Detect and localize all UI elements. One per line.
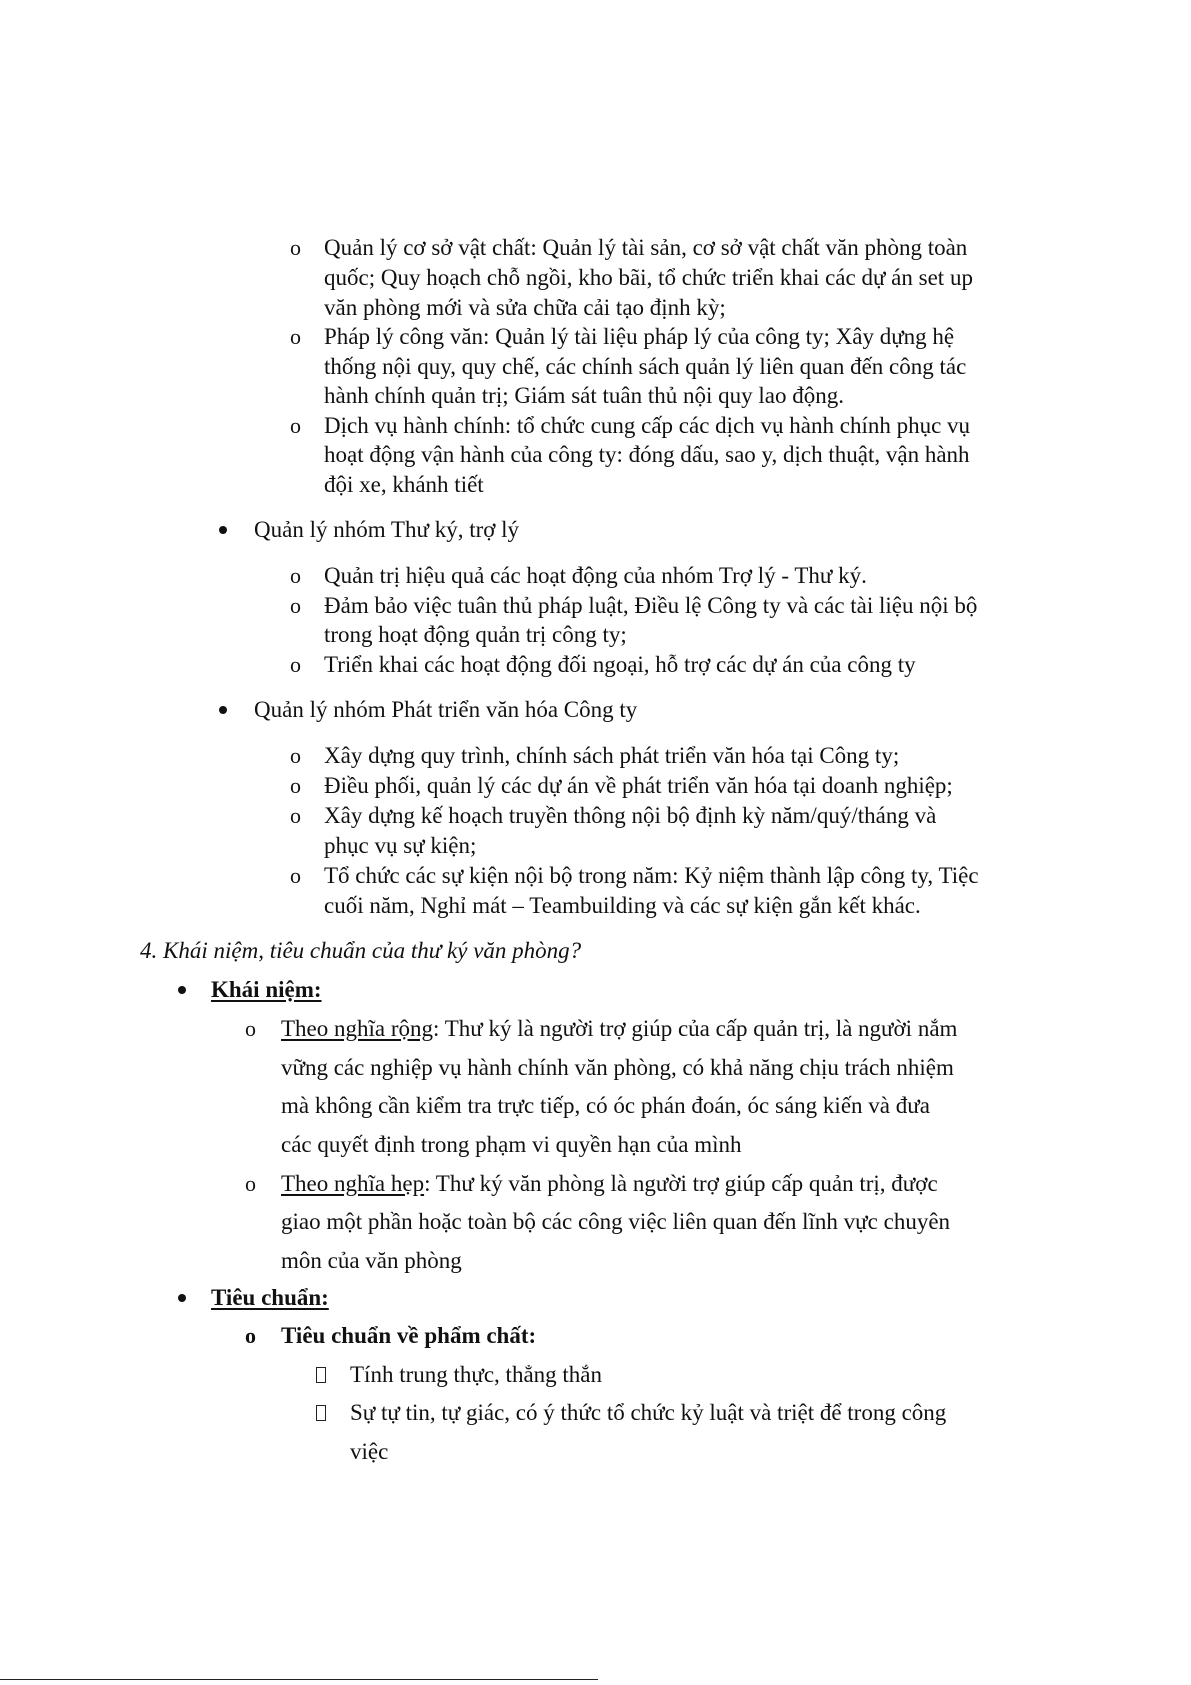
circle-bullet: o (290, 563, 301, 588)
bullet-dot (178, 986, 186, 994)
list-line: mà không cần kiểm tra trực tiếp, có óc phán đoán, óc sáng kiến và đưa (281, 1093, 930, 1118)
narrow-definition-first-line (281, 1170, 938, 1198)
footnote-separator (0, 1679, 598, 1680)
list-line: cuối năm, Nghỉ mát – Teambuilding và các sự kiện gắn kết khác. (324, 893, 921, 918)
list-line: Quản lý cơ sở vật chất: Quản lý tài sản, cơ sở vật chất văn phòng toàn (324, 235, 968, 260)
list-line: môn của văn phòng (281, 1248, 462, 1273)
list-line: Tính trung thực, thẳng thắn (350, 1362, 603, 1387)
circle-bullet: o (290, 413, 301, 438)
list-line: Dịch vụ hành chính: tổ chức cung cấp các dịch vụ hành chính phục vụ (324, 413, 971, 438)
list-line: thống nội quy, quy chế, các chính sách quản lý liên quan đến công tác (324, 354, 967, 379)
circle-bullet: o (245, 1323, 256, 1348)
circle-bullet: o (290, 773, 301, 798)
circle-bullet: o (245, 1171, 256, 1196)
list-line: việc (350, 1439, 389, 1464)
circle-bullet: o (290, 593, 301, 618)
circle-bullet: o (290, 863, 301, 888)
quality-label: Tiêu chuẩn về phẩm chất: (281, 1323, 537, 1348)
bullet-dot (178, 1294, 186, 1302)
list-line: Điều phối, quản lý các dự án về phát triển văn hóa tại doanh nghiệp; (324, 773, 953, 798)
group-title: Quản lý nhóm Phát triển văn hóa Công ty (254, 697, 638, 722)
checkbox-square-icon (316, 1367, 326, 1383)
list-line: hoạt động vận hành của công ty: đóng dấu, sao y, dịch thuật, vận hành (324, 442, 970, 467)
list-line: các quyết định trong phạm vi quyền hạn của mình (281, 1132, 742, 1157)
bullet-dot (219, 526, 227, 534)
list-line: văn phòng mới và sửa chữa cải tạo định kỳ; (324, 295, 726, 320)
checkbox-square-icon (316, 1405, 326, 1421)
narrow-text: : Thư ký văn phòng là người trợ giúp cấp quản trị, được (424, 1171, 938, 1196)
group-title: Quản lý nhóm Thư ký, trợ lý (254, 517, 520, 542)
circle-bullet: o (290, 743, 301, 768)
list-line: đội xe, khánh tiết (324, 472, 484, 497)
narrow-term: Theo nghĩa hẹp (281, 1171, 425, 1196)
circle-bullet: o (290, 324, 301, 349)
list-line: hành chính quản trị; Giám sát tuân thủ nội quy lao động. (324, 383, 844, 408)
circle-bullet: o (290, 652, 301, 677)
broad-term: Theo nghĩa rộng (281, 1016, 434, 1041)
circle-bullet: o (290, 803, 301, 828)
list-line: Quản trị hiệu quả các hoạt động của nhóm Trợ lý - Thư ký. (324, 563, 867, 588)
list-line: phục vụ sự kiện; (324, 833, 477, 858)
list-line: vững các nghiệp vụ hành chính văn phòng, có khả năng chịu trách nhiệm (281, 1055, 954, 1080)
list-line: Tổ chức các sự kiện nội bộ trong năm: Kỷ niệm thành lập công ty, Tiệc (324, 863, 979, 888)
section-heading: 4. Khái niệm, tiêu chuẩn của thư ký văn phòng? (140, 938, 582, 963)
standards-label: Tiêu chuẩn: (211, 1285, 329, 1310)
circle-bullet: o (290, 235, 301, 260)
list-line: Xây dựng kế hoạch truyền thông nội bộ định kỳ năm/quý/tháng và (324, 803, 937, 828)
list-line: Xây dựng quy trình, chính sách phát triển văn hóa tại Công ty; (324, 743, 900, 768)
bullet-dot (219, 706, 227, 714)
list-line: Đảm bảo việc tuân thủ pháp luật, Điều lệ Công ty và các tài liệu nội bộ (324, 593, 978, 618)
list-line: Triển khai các hoạt động đối ngoại, hỗ trợ các dự án của công ty (324, 652, 916, 677)
broad-definition-first-line (281, 1015, 957, 1043)
list-line: Sự tự tin, tự giác, có ý thức tổ chức kỷ luật và triệt để trong công (350, 1400, 947, 1425)
list-line: trong hoạt động quản trị công ty; (324, 622, 627, 647)
list-line: giao một phần hoặc toàn bộ các công việc liên quan đến lĩnh vực chuyên (281, 1209, 951, 1234)
broad-text: : Thư ký là người trợ giúp của cấp quản trị, là người nắm (433, 1016, 958, 1041)
concept-label: Khái niệm: (211, 977, 322, 1002)
list-line: quốc; Quy hoạch chỗ ngồi, kho bãi, tổ chức triển khai các dự án set up (324, 265, 973, 290)
list-line: Pháp lý công văn: Quản lý tài liệu pháp lý của công ty; Xây dựng hệ (324, 324, 955, 349)
circle-bullet: o (245, 1016, 256, 1041)
